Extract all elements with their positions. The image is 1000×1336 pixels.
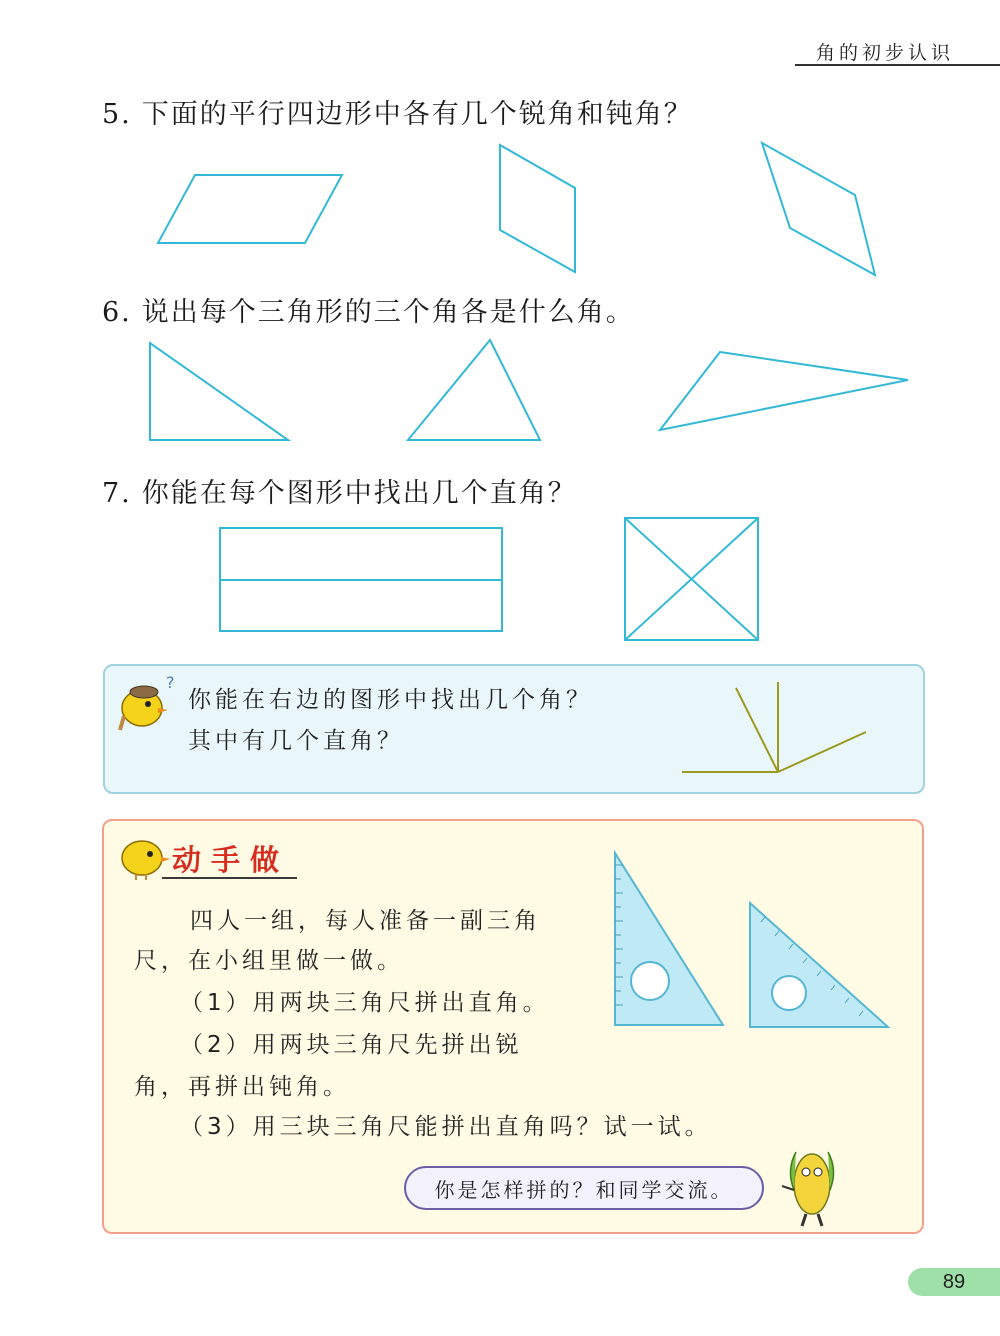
parallelogram-3 xyxy=(762,143,875,275)
page-number-tab xyxy=(908,1268,1000,1296)
question-text: 下面的平行四边形中各有几个锐角和钝角？ xyxy=(141,99,693,130)
svg-text:?: ? xyxy=(166,673,175,692)
think-line-1: 你能在右边的图形中找出几个角？ xyxy=(188,687,593,713)
angles-figure xyxy=(670,676,900,780)
figures-canvas xyxy=(0,0,1000,660)
set-square-45 xyxy=(750,903,888,1027)
question-text: 说出每个三角形的三个角各是什么角。 xyxy=(141,297,635,328)
chapter-title: 角的初步认识 xyxy=(815,42,954,64)
question-number: 7. xyxy=(102,478,132,509)
parallelogram-2 xyxy=(500,145,575,272)
page-number: 89 xyxy=(942,1270,966,1293)
speech-bubble-text: 你是怎样拼的？和同学交流。 xyxy=(434,1177,734,1202)
activity-para-1-line-1: 四人一组，每人准备一副三角 xyxy=(190,908,541,934)
activity-item-2-line-2: 角，再拼出钝角。 xyxy=(134,1074,350,1100)
corn-character-icon xyxy=(766,1140,856,1228)
set-square-30-60 xyxy=(615,853,723,1025)
activity-item-2-line-1: （2）用两块三角尺先拼出锐 xyxy=(180,1032,523,1058)
obtuse-triangle xyxy=(660,352,908,430)
right-triangle xyxy=(150,343,288,440)
think-line-2: 其中有几个直角？ xyxy=(188,728,404,754)
chick-detective-icon xyxy=(112,672,182,732)
activity-title-underline xyxy=(162,877,297,879)
acute-triangle xyxy=(408,340,540,440)
chick-icon xyxy=(112,830,172,882)
speech-bubble xyxy=(404,1166,764,1210)
activity-title: 动手做 xyxy=(172,843,290,877)
parallelogram-1 xyxy=(158,175,342,243)
activity-para-1-line-2: 尺，在小组里做一做。 xyxy=(134,948,404,974)
activity-item-1: （1）用两块三角尺拼出直角。 xyxy=(180,990,550,1016)
question-text: 你能在每个图形中找出几个直角？ xyxy=(141,478,577,509)
question-number: 6. xyxy=(102,297,132,328)
question-number: 5. xyxy=(102,99,132,130)
set-squares-figure xyxy=(605,845,895,1035)
activity-item-3: （3）用三块三角尺能拼出直角吗？试一试。 xyxy=(180,1114,712,1140)
